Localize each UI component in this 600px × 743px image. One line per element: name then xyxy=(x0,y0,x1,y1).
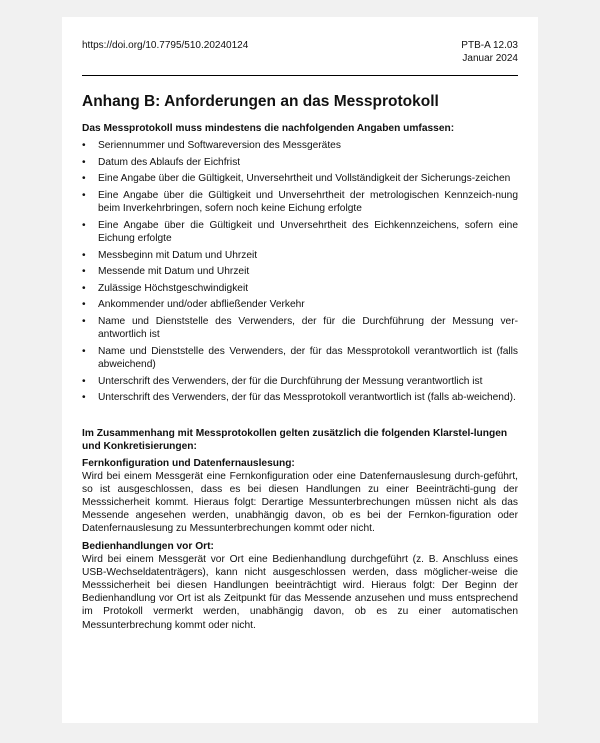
bullet-icon: • xyxy=(82,299,86,310)
bullet-icon: • xyxy=(82,249,86,261)
list-item xyxy=(82,139,518,153)
subsection-text-remote: Wird bei einem Messgerät eine Fernkonfiguration oder eine Datenfernauslesung durch-geführt, so ist ausgeschlossen, dass es bei diesen Handlungen zu einer Beeinträchti-gung der Messsicherheit kommt. Hieraus folgt: Derartige Messunterbrechungen müssen nicht als das Messende angesehen werden, unabhängig davon, ob es bei der Fernkon-figuration oder Datenfernauslesung zu Messunterbrechungen kommt oder nicht. xyxy=(82,470,518,535)
bullet-icon: • xyxy=(82,282,86,294)
subsection-title-remote: Fernkonfiguration und Datenfernauslesung: xyxy=(82,457,295,469)
bullet-icon: • xyxy=(82,156,86,168)
list-item xyxy=(82,265,518,279)
list-item-text: Ankommender und/oder abfließender Verkehr xyxy=(98,299,305,310)
list-item-text: Datum des Ablaufs der Eichfrist xyxy=(98,156,241,168)
bullet-icon: • xyxy=(82,345,86,357)
bullet-icon: • xyxy=(82,219,86,231)
list-item xyxy=(82,249,518,263)
list-item-text: Unterschrift des Verwenders, der für das Messprotokoll verantwortlich ist (falls ab-weichend). xyxy=(98,392,516,403)
list-item-text: Eine Angabe über die Gültigkeit und Unversehrtheit des Eichkennzeichens, sofern eine Eichung erfolgte xyxy=(98,219,518,244)
bullet-icon: • xyxy=(82,392,86,403)
document-page xyxy=(62,17,538,723)
subsection-text-onsite: Wird bei einem Messgerät vor Ort eine Bedienhandlung durchgeführt (z. B. Anschluss eines USB-Wechseldatenträgers), kann nicht ausgeschlossen werden, dass möglicher-weise die Messsicherheit bei diesen Handlungen beeinträchtigt wird. Hieraus folgt: Der Beginn der Bedienhandlung vor Ort ist als Zeitpunkt für das Messende anzusehen und muss entsprechend im Protokoll vermerkt werden, unabhängig davon, ob es zu einer automatischen Messunterbrechung kommt oder nicht. xyxy=(82,553,518,631)
list-item-text: Eine Angabe über die Gültigkeit, Unversehrtheit und Vollständigkeit der Sicherungs-zeichen xyxy=(98,173,511,184)
list-item-text: Zulässige Höchstgeschwindigkeit xyxy=(98,282,249,294)
list-item xyxy=(82,298,518,312)
page-header xyxy=(82,39,518,69)
report-id: PTB-A 12.03 xyxy=(461,40,518,51)
header-rule xyxy=(82,75,518,76)
list-item xyxy=(82,219,518,246)
list-item xyxy=(82,156,518,170)
list-item-text: Unterschrift des Verwenders, der für die Durchführung der Messung verantwortlich ist xyxy=(98,375,483,387)
bullet-icon: • xyxy=(82,375,86,387)
list-item-text: Name und Dienststelle des Verwenders, der für die Durchführung der Messung ver-antwortlich ist xyxy=(98,315,518,340)
page-title: Anhang B: Anforderungen an das Messprotokoll xyxy=(82,93,439,110)
list-item-text: Messbeginn mit Datum und Uhrzeit xyxy=(98,249,258,261)
list-item-text: Eine Angabe über die Gültigkeit und Unversehrtheit der metrologischen Kennzeich-nung beim Inverkehrbringen, sofern noch keine Eichung erfolgte xyxy=(98,189,518,214)
list-item xyxy=(82,391,518,405)
list-item xyxy=(82,189,518,216)
list-item-text: Messende mit Datum und Uhrzeit xyxy=(98,266,250,277)
list-item xyxy=(82,282,518,296)
subsection-title-onsite: Bedienhandlungen vor Ort: xyxy=(82,540,214,552)
intro-text: Das Messprotokoll muss mindestens die nachfolgenden Angaben umfassen: xyxy=(82,123,455,134)
bullet-icon: • xyxy=(82,315,86,327)
header-right xyxy=(461,39,518,65)
bullet-icon: • xyxy=(82,189,86,201)
report-date: Januar 2024 xyxy=(462,53,518,64)
doi-link[interactable]: https://doi.org/10.7795/510.20240124 xyxy=(82,40,249,51)
list-item xyxy=(82,375,518,389)
requirements-list xyxy=(82,139,518,405)
bullet-icon: • xyxy=(82,266,86,277)
list-item xyxy=(82,172,518,186)
bullet-icon: • xyxy=(82,140,86,151)
section-title: Im Zusammenhang mit Messprotokollen gelten zusätzlich die folgenden Klarstel-lungen und Konkretisierungen: xyxy=(82,427,508,452)
list-item xyxy=(82,315,518,342)
list-item xyxy=(82,345,518,372)
list-item-text: Seriennummer und Softwareversion des Messgerätes xyxy=(98,140,341,151)
list-item-text: Name und Dienststelle des Verwenders, der für das Messprotokoll verantwortlich ist (falls abweichend) xyxy=(98,345,518,370)
bullet-icon: • xyxy=(82,173,86,184)
